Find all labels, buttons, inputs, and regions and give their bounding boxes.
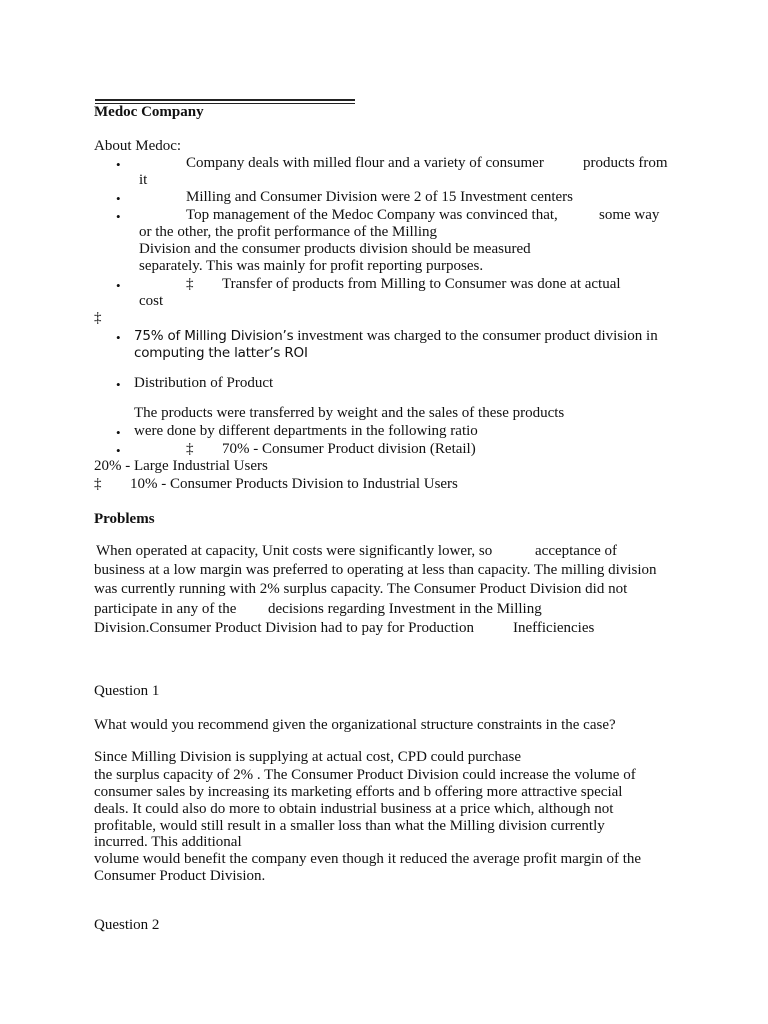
problems-line2: business at a low margin was preferred to operating at less than capacity. The milling division xyxy=(94,562,657,578)
problems-heading: Problems xyxy=(94,511,155,527)
about-b3-text-cont: some way xyxy=(599,207,660,223)
problems-line5: Division.Consumer Product Division had to pay for Production xyxy=(94,620,474,636)
about-b1-wrap: it xyxy=(139,172,148,188)
ratio-industrial: 20% - Large Industrial Users xyxy=(94,458,268,474)
document-title: Medoc Company xyxy=(94,104,204,120)
answer1-line2: the surplus capacity of 2% . The Consumer Product Division could increase the volume of xyxy=(94,767,636,783)
about-heading: About Medoc: xyxy=(94,138,182,154)
investment-line1 xyxy=(134,328,658,345)
answer1-line8: Consumer Product Division. xyxy=(94,868,266,884)
answer1-line1: Since Milling Division is supplying at actual cost, CPD could purchase xyxy=(94,749,522,765)
bullet-icon: • xyxy=(116,330,121,345)
problems-line1-cont: acceptance of xyxy=(535,543,618,559)
bullet-icon: • xyxy=(116,191,121,206)
bullet-icon: • xyxy=(116,157,121,172)
answer1-line6: incurred. This additional xyxy=(94,834,242,850)
investment-line1-sans: 75% of Milling Division’s xyxy=(134,328,294,344)
answer1-line4: deals. It could also do more to obtain industrial business at a price which, although not xyxy=(94,801,614,817)
about-b2-text: Milling and Consumer Division were 2 of 15 Investment centers xyxy=(186,189,574,205)
about-b3-line4: separately. This was mainly for profit reporting purposes. xyxy=(139,258,484,274)
bullet-icon: • xyxy=(116,425,121,440)
question1-heading: Question 1 xyxy=(94,683,160,699)
about-b4-text: Transfer of products from Milling to Consumer was done at actual xyxy=(222,276,621,292)
dagger-mark: ‡ xyxy=(186,441,194,457)
problems-line1: When operated at capacity, Unit costs were significantly lower, so xyxy=(96,543,493,559)
distribution-line2: were done by different departments in the following ratio xyxy=(134,423,478,439)
investment-line2: computing the latter’s ROI xyxy=(134,345,308,361)
about-b3-line3: Division and the consumer products division should be measured xyxy=(139,241,531,257)
problems-line4: participate in any of the xyxy=(94,601,237,617)
about-b1-text: Company deals with milled flour and a variety of consumer xyxy=(186,155,544,171)
answer1-line5: profitable, would still result in a smaller loss than what the Milling division currently xyxy=(94,818,605,834)
bullet-icon: • xyxy=(116,278,121,293)
investment-line1-rest: investment was charged to the consumer product division in xyxy=(297,328,658,344)
problems-line5-cont: Inefficiencies xyxy=(513,620,595,636)
about-b3-line2: or the other, the profit performance of the Milling xyxy=(139,224,438,240)
problems-line4-cont: decisions regarding Investment in the Milling xyxy=(268,601,542,617)
answer1-line3: consumer sales by increasing its marketing efforts and b offering more attractive special xyxy=(94,784,623,800)
question2-heading: Question 2 xyxy=(94,917,160,933)
ratio-cpd-industrial: 10% - Consumer Products Division to Industrial Users xyxy=(130,476,458,492)
about-b4-wrap: cost xyxy=(139,293,164,309)
distribution-heading: Distribution of Product xyxy=(134,375,274,391)
about-b3-text: Top management of the Medoc Company was convinced that, xyxy=(186,207,558,223)
about-b1-text-cont: products from xyxy=(583,155,668,171)
question1-text: What would you recommend given the organizational structure constraints in the case? xyxy=(94,717,616,733)
bullet-icon: • xyxy=(116,209,121,224)
answer1-line7: volume would benefit the company even though it reduced the average profit margin of the xyxy=(94,851,642,867)
bullet-icon: • xyxy=(116,377,121,392)
dagger-mark: ‡ xyxy=(186,276,194,292)
distribution-line1: The products were transferred by weight and the sales of these products xyxy=(134,405,565,421)
dagger-mark: ‡ xyxy=(94,476,102,492)
bullet-icon: • xyxy=(116,443,121,458)
ratio-retail: 70% - Consumer Product division (Retail) xyxy=(222,441,476,457)
dagger-mark: ‡ xyxy=(94,310,102,326)
problems-line3: was currently running with 2% surplus capacity. The Consumer Product Division did not xyxy=(94,581,628,597)
